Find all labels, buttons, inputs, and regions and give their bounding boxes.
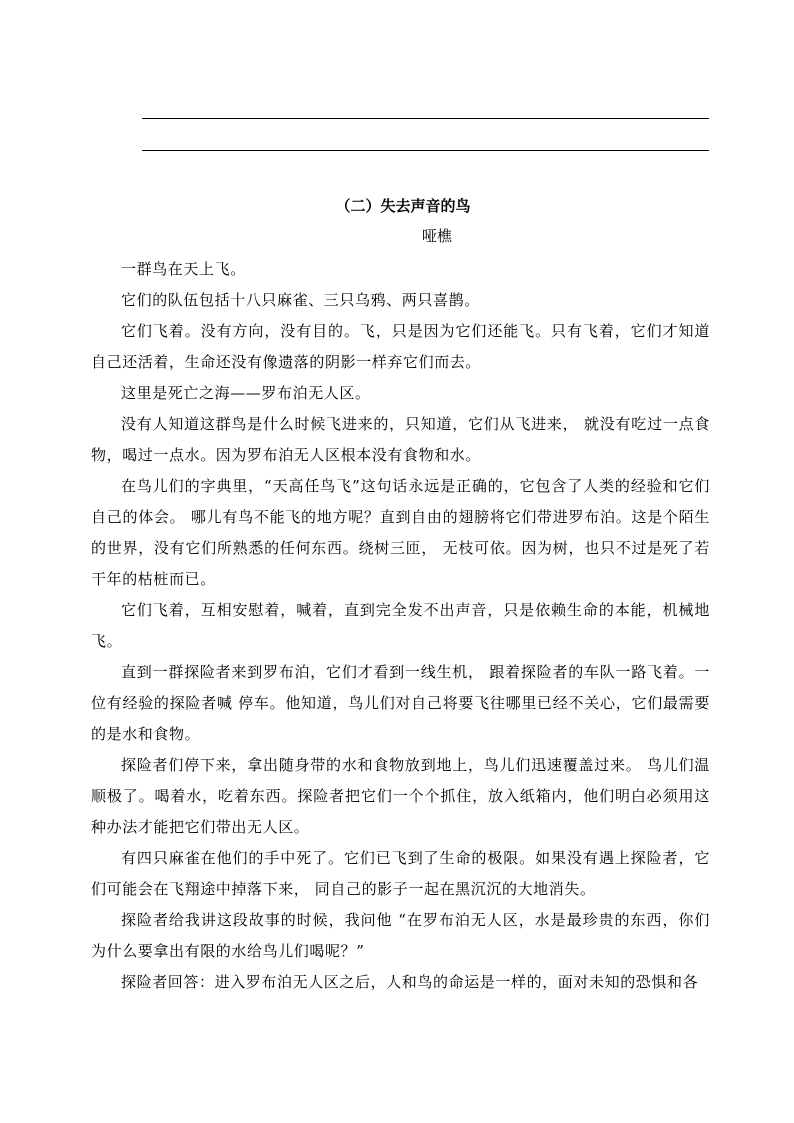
paragraph: 这里是死亡之海——罗布泊无人区。 (121, 384, 371, 402)
paragraph: 在鸟儿们的字典里，“天高任鸟飞”这句话永远是正确的，它包含了人类的经验和它们自己的体会。 哪儿有鸟不能飞的地方呢？直到自由的翅膀将它们带进罗布泊。这是个陌生的世界，没有它们所熟悉的任何东西。绕树三匝， 无枝可依。因为树，也只不过是死了若干年的枯桩而已。 (91, 477, 710, 588)
article-author: 哑樵 (422, 227, 453, 245)
paragraph: 探险者回答：进入罗布泊无人区之后，人和鸟的命运是一样的，面对未知的恐惧和各 (121, 973, 699, 991)
paragraph: 它们飞着。没有方向，没有目的。飞，只是因为它们还能飞。只有飞着，它们才知道自己还活着，生命还没有像遗落的阴影一样弃它们而去。 (91, 322, 710, 371)
answer-line-2 (142, 150, 709, 151)
paragraph: 它们飞着，互相安慰着，喊着，直到完全发不出声音，只是依赖生命的本能，机械地飞。 (91, 601, 710, 650)
paragraph: 没有人知道这群鸟是什么时候飞进来的，只知道，它们从飞进来， 就没有吃过一点食物，喝过一点水。因为罗布泊无人区根本没有食物和水。 (91, 415, 710, 464)
article-title: （二）失去声音的鸟 (335, 197, 471, 215)
paragraph: 一群鸟在天上飞。 (121, 260, 246, 278)
paragraph: 它们的队伍包括十八只麻雀、三只乌鸦、两只喜鹊。 (121, 291, 480, 309)
article-body (91, 254, 710, 998)
paragraph: 有四只麻雀在他们的手中死了。它们已飞到了生命的极限。如果没有遇上探险者，它们可能会在飞翔途中掉落下来， 同自己的影子一起在黑沉沉的大地消失。 (91, 849, 710, 898)
paragraph: 探险者给我讲这段故事的时候，我问他 “在罗布泊无人区，水是最珍贵的东西，你们为什么要拿出有限的水给鸟儿们喝呢？” (91, 911, 710, 960)
paragraph: 探险者们停下来，拿出随身带的水和食物放到地上，鸟儿们迅速覆盖过来。 鸟儿们温顺极了。喝着水，吃着东西。探险者把它们一个个抓住，放入纸箱内，他们明白必须用这种办法才能把它们带出无人区。 (91, 756, 710, 836)
answer-line-1 (142, 118, 709, 119)
paragraph: 直到一群探险者来到罗布泊，它们才看到一线生机， 跟着探险者的车队一路飞着。一位有经验的探险者喊 停车。他知道，鸟儿们对自己将要飞往哪里已经不关心，它们最需要的是水和食物。 (91, 663, 710, 743)
